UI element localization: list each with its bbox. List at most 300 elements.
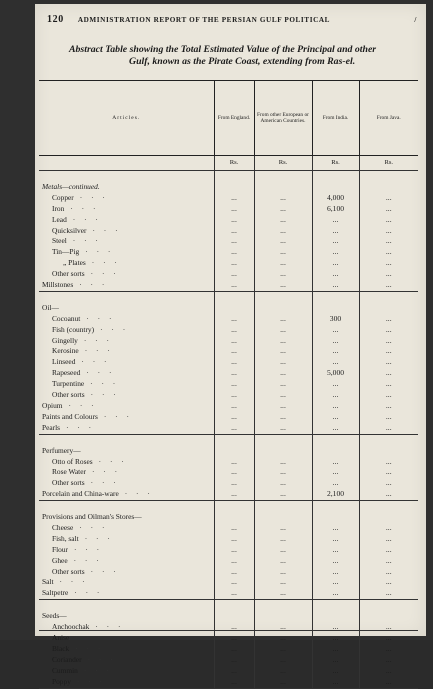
table-row: [39, 247, 418, 258]
value-cell: ...: [312, 534, 359, 545]
value-cell: ...: [214, 325, 254, 336]
value-cell: ...: [359, 588, 418, 599]
value-cell: ...: [312, 633, 359, 644]
value-cell: ...: [359, 226, 418, 237]
leader-dots: · · ·: [98, 456, 128, 466]
value-cell: ...: [359, 666, 418, 677]
value-cell: ...: [359, 368, 418, 379]
leader-dots: · · ·: [90, 566, 120, 576]
table-caption: [69, 44, 415, 68]
leader-dots: · · ·: [85, 247, 114, 257]
value-cell: ...: [359, 523, 418, 534]
table-row: [39, 325, 418, 336]
value-cell: ...: [254, 390, 312, 401]
article-label: Anise: [52, 632, 70, 642]
value-cell: ...: [254, 523, 312, 534]
article-name: [39, 258, 214, 269]
value-cell: ...: [312, 401, 359, 412]
value-cell: ...: [359, 633, 418, 644]
table-row: [39, 677, 418, 688]
value-cell: ...: [254, 204, 312, 215]
value-cell: ...: [359, 193, 418, 204]
article-label: Iron: [52, 203, 65, 213]
article-name: [39, 193, 214, 204]
leader-dots: · · ·: [84, 346, 114, 356]
value-cell: ...: [312, 269, 359, 280]
section-title-row: [39, 446, 418, 457]
value-cell: ...: [214, 236, 254, 247]
value-cell: ...: [359, 556, 418, 567]
value-cell: ...: [254, 534, 312, 545]
leader-dots: · · ·: [100, 324, 129, 334]
value-cell: ...: [312, 655, 359, 666]
table-row: [39, 346, 418, 357]
leader-dots: · · ·: [90, 269, 120, 279]
article-name: [39, 346, 214, 357]
value-cell: ...: [254, 556, 312, 567]
value-cell: ...: [214, 336, 254, 347]
section-title: Metals—continued.: [42, 181, 100, 191]
value-cell: ...: [312, 644, 359, 655]
section-title: Provisions and Oilman's Stores—: [42, 512, 142, 522]
value-cell: ...: [214, 677, 254, 688]
article-name: [39, 280, 214, 291]
value-cell: ...: [214, 390, 254, 401]
article-name: [39, 314, 214, 325]
value-cell: ...: [214, 269, 254, 280]
value-cell: ...: [359, 258, 418, 269]
article-label: Cheese: [52, 522, 74, 532]
currency-java: Rs.: [359, 156, 418, 171]
article-label: Paints and Colours: [42, 411, 98, 421]
value-cell: ...: [359, 379, 418, 390]
table-row: [39, 523, 418, 534]
value-cell: ...: [359, 357, 418, 368]
value-cell: ...: [214, 567, 254, 578]
article-name: [39, 215, 214, 226]
leader-dots: · · ·: [83, 665, 113, 675]
article-label: Fish, salt: [52, 533, 79, 543]
caption-line-1: Abstract Table showing the Total Estimated Value of the Principal and other: [69, 44, 377, 55]
article-name: [39, 489, 214, 500]
leader-dots: · · ·: [81, 357, 110, 367]
abstract-table: [39, 80, 418, 689]
value-cell: ...: [359, 457, 418, 468]
table-row: [39, 280, 418, 291]
value-cell: ...: [254, 489, 312, 500]
table-row: [39, 336, 418, 347]
leader-dots: · · ·: [90, 390, 120, 400]
value-cell: ...: [254, 633, 312, 644]
leader-dots: · · ·: [87, 654, 117, 664]
leader-dots: · · ·: [92, 225, 122, 235]
article-label: Tin—Pig: [52, 247, 80, 257]
leader-dots: · · ·: [75, 643, 104, 653]
article-name: [39, 567, 214, 578]
table-row: [39, 236, 418, 247]
leader-dots: · · ·: [86, 368, 115, 378]
table-row: [39, 478, 418, 489]
currency-england: Rs.: [214, 156, 254, 171]
article-name: [39, 545, 214, 556]
value-cell: ...: [359, 577, 418, 588]
article-label: Saltpetre: [42, 588, 69, 598]
article-name: [39, 379, 214, 390]
table-row: [39, 534, 418, 545]
value-cell: ...: [214, 280, 254, 291]
value-cell: ...: [214, 467, 254, 478]
leader-dots: · · ·: [83, 335, 113, 345]
leader-dots: · · ·: [91, 258, 121, 268]
table-row: [39, 390, 418, 401]
leader-dots: · · ·: [79, 280, 108, 290]
value-cell: ...: [359, 622, 418, 633]
article-label: Other sorts: [52, 390, 85, 400]
value-cell: ...: [254, 644, 312, 655]
leader-dots: · · ·: [86, 313, 115, 323]
article-name: [39, 226, 214, 237]
value-cell: ...: [254, 236, 312, 247]
table-row: [39, 379, 418, 390]
table-row: [39, 622, 418, 633]
article-name: [39, 622, 214, 633]
value-cell: ...: [312, 215, 359, 226]
table-row: [39, 401, 418, 412]
value-cell: ...: [312, 325, 359, 336]
value-cell: ...: [359, 269, 418, 280]
value-cell: ...: [254, 215, 312, 226]
article-label: Porcelain and China-ware: [42, 489, 119, 499]
table-row: [39, 577, 418, 588]
value-cell: ...: [214, 215, 254, 226]
article-label: Rose Water: [52, 467, 86, 477]
value-cell: ...: [254, 269, 312, 280]
leader-dots: · · ·: [70, 203, 99, 213]
table-row: [39, 193, 418, 204]
article-label: Lead: [52, 214, 67, 224]
value-cell: ...: [254, 588, 312, 599]
value-cell: ...: [254, 346, 312, 357]
value-cell: ...: [254, 655, 312, 666]
value-cell: ...: [312, 577, 359, 588]
value-cell: ...: [312, 258, 359, 269]
value-cell: ...: [214, 379, 254, 390]
value-cell: ...: [312, 478, 359, 489]
value-cell: ...: [312, 379, 359, 390]
spacer-row: [39, 291, 418, 302]
value-cell: ...: [214, 545, 254, 556]
value-cell: ...: [254, 467, 312, 478]
table-row: [39, 204, 418, 215]
article-name: [39, 556, 214, 567]
spacer-row: [39, 171, 418, 182]
table-row: [39, 633, 418, 644]
value-cell: ...: [254, 666, 312, 677]
article-name: [39, 588, 214, 599]
section-title-row: [39, 512, 418, 523]
article-name: [39, 336, 214, 347]
value-cell: ...: [359, 677, 418, 688]
value-cell: ...: [254, 412, 312, 423]
value-cell: ...: [312, 556, 359, 567]
header-india: From India.: [312, 81, 359, 156]
article-label: Other sorts: [52, 269, 85, 279]
article-label: Linseed: [52, 357, 76, 367]
value-cell: ...: [214, 346, 254, 357]
value-cell: ...: [214, 478, 254, 489]
article-name: [39, 655, 214, 666]
value-cell: 4,000: [312, 193, 359, 204]
article-label: Steel: [52, 236, 67, 246]
value-cell: ...: [312, 390, 359, 401]
value-cell: ...: [214, 633, 254, 644]
article-label: Ghee: [52, 555, 68, 565]
value-cell: ...: [254, 577, 312, 588]
table-row: [39, 357, 418, 368]
value-cell: ...: [312, 666, 359, 677]
spacer-row: [39, 434, 418, 445]
leader-dots: · · ·: [68, 401, 98, 410]
value-cell: 5,000: [312, 368, 359, 379]
leader-dots: · · ·: [66, 422, 95, 432]
table-row: [39, 215, 418, 226]
table-row: [39, 368, 418, 379]
value-cell: ...: [214, 655, 254, 666]
value-cell: ...: [214, 193, 254, 204]
table-row: [39, 423, 418, 434]
leader-dots: · · ·: [59, 577, 89, 587]
value-cell: ...: [359, 314, 418, 325]
leader-dots: · · ·: [95, 622, 124, 632]
value-cell: ...: [214, 489, 254, 500]
article-name: [39, 644, 214, 655]
value-cell: ...: [254, 457, 312, 468]
article-name: [39, 357, 214, 368]
table-row: [39, 666, 418, 677]
value-cell: ...: [312, 523, 359, 534]
value-cell: ...: [214, 534, 254, 545]
leader-dots: · · ·: [75, 632, 104, 642]
value-cell: ...: [359, 644, 418, 655]
article-label: Gingelly: [52, 335, 78, 345]
article-name: [39, 534, 214, 545]
header-articles: Articles.: [39, 81, 214, 156]
value-cell: ...: [312, 622, 359, 633]
currency-india: Rs.: [312, 156, 359, 171]
value-cell: ...: [214, 622, 254, 633]
value-cell: ...: [359, 325, 418, 336]
value-cell: ...: [254, 567, 312, 578]
value-cell: ...: [359, 489, 418, 500]
header-england: From England.: [214, 81, 254, 156]
leader-dots: · · ·: [74, 588, 103, 598]
article-label: Cocoanut: [52, 313, 81, 323]
section-title-row: [39, 611, 418, 622]
header-java: From Java.: [359, 81, 418, 156]
leader-dots: · · ·: [74, 544, 103, 554]
value-cell: ...: [312, 226, 359, 237]
value-cell: ...: [312, 236, 359, 247]
leader-dots: · · ·: [84, 533, 114, 543]
article-name: [39, 633, 214, 644]
article-name: [39, 523, 214, 534]
article-name: [39, 412, 214, 423]
article-name: [39, 457, 214, 468]
value-cell: ...: [312, 545, 359, 556]
value-cell: ...: [359, 346, 418, 357]
leader-dots: · · ·: [72, 214, 102, 224]
section-title-row: [39, 303, 418, 314]
currency-row: [39, 156, 418, 171]
value-cell: ...: [359, 247, 418, 258]
caption-line-2: Gulf, known as the Pirate Coast, extending from Ras-el.: [129, 56, 356, 67]
value-cell: ...: [214, 204, 254, 215]
value-cell: ...: [312, 467, 359, 478]
value-cell: ...: [214, 368, 254, 379]
value-cell: ...: [214, 556, 254, 567]
value-cell: ...: [214, 258, 254, 269]
value-cell: ...: [214, 644, 254, 655]
article-name: [39, 467, 214, 478]
value-cell: ...: [254, 401, 312, 412]
running-head: [47, 14, 417, 25]
value-cell: ...: [254, 379, 312, 390]
value-cell: ...: [312, 280, 359, 291]
value-cell: ...: [214, 401, 254, 412]
article-label: Other sorts: [52, 566, 85, 576]
leader-dots: · · ·: [76, 676, 106, 686]
section-title: Seeds—: [42, 611, 67, 621]
article-label: Other sorts: [52, 478, 85, 488]
value-cell: ...: [254, 193, 312, 204]
value-cell: ...: [214, 412, 254, 423]
value-cell: 300: [312, 314, 359, 325]
article-label: Pearls: [42, 422, 61, 432]
value-cell: ...: [214, 314, 254, 325]
article-label: „ Plates: [63, 258, 86, 268]
article-name: [39, 677, 214, 688]
value-cell: ...: [214, 588, 254, 599]
table-row: [39, 489, 418, 500]
table-row: [39, 655, 418, 666]
value-cell: 2,100: [312, 489, 359, 500]
table-row: [39, 545, 418, 556]
spacer-row: [39, 600, 418, 611]
article-label: Kerosine: [52, 346, 79, 356]
value-cell: ...: [312, 588, 359, 599]
leader-dots: · · ·: [90, 379, 119, 389]
header-row: [39, 81, 418, 156]
section-title-row: [39, 182, 418, 193]
value-cell: ...: [254, 368, 312, 379]
value-cell: ...: [359, 215, 418, 226]
article-label: Anchoochak: [52, 622, 90, 632]
leader-dots: · · ·: [124, 489, 154, 499]
article-label: Black: [52, 643, 70, 653]
value-cell: ...: [359, 390, 418, 401]
article-name: [39, 478, 214, 489]
value-cell: ...: [359, 401, 418, 412]
article-name: [39, 368, 214, 379]
value-cell: ...: [254, 325, 312, 336]
table-row: [39, 412, 418, 423]
article-label: Cummin: [52, 665, 78, 675]
value-cell: ...: [312, 357, 359, 368]
value-cell: ...: [312, 247, 359, 258]
value-cell: ...: [254, 423, 312, 434]
table-row: [39, 226, 418, 237]
value-cell: ...: [359, 423, 418, 434]
table-row: [39, 269, 418, 280]
table-row: [39, 644, 418, 655]
value-cell: ...: [214, 247, 254, 258]
document-page: [35, 4, 426, 686]
article-name: [39, 423, 214, 434]
value-cell: ...: [214, 577, 254, 588]
value-cell: ...: [254, 280, 312, 291]
table-row: [39, 588, 418, 599]
value-cell: ...: [359, 336, 418, 347]
header-other-countries: From other European or American Countries.: [254, 81, 312, 156]
article-label: Otto of Roses: [52, 456, 93, 466]
article-label: Copper: [52, 192, 74, 202]
margin-mark: /: [414, 16, 417, 24]
value-cell: ...: [359, 467, 418, 478]
value-cell: ...: [359, 567, 418, 578]
value-cell: ...: [312, 423, 359, 434]
value-cell: 6,100: [312, 204, 359, 215]
table-row: [39, 457, 418, 468]
value-cell: ...: [254, 478, 312, 489]
value-cell: ...: [214, 523, 254, 534]
table-row: [39, 258, 418, 269]
article-label: Fish (country): [52, 324, 95, 334]
table-bottom-rule: [39, 630, 418, 631]
leader-dots: · · ·: [79, 192, 109, 202]
value-cell: ...: [214, 457, 254, 468]
article-name: [39, 236, 214, 247]
leader-dots: · · ·: [72, 236, 102, 246]
article-label: Rapeseed: [52, 368, 81, 378]
value-cell: ...: [312, 567, 359, 578]
leader-dots: · · ·: [79, 522, 108, 532]
value-cell: ...: [254, 677, 312, 688]
value-cell: ...: [312, 412, 359, 423]
value-cell: ...: [214, 357, 254, 368]
article-label: Coriander: [52, 654, 82, 664]
leader-dots: · · ·: [91, 467, 121, 477]
article-label: Millstones: [42, 280, 74, 290]
running-head-title: ADMINISTRATION REPORT OF THE PERSIAN GULF POLITICAL: [77, 16, 331, 24]
section-title: Perfumery—: [42, 445, 81, 455]
value-cell: ...: [214, 423, 254, 434]
page-number: 120: [47, 14, 64, 25]
value-cell: ...: [359, 236, 418, 247]
value-cell: ...: [254, 258, 312, 269]
article-label: Salt: [42, 577, 54, 587]
value-cell: ...: [254, 226, 312, 237]
value-cell: ...: [254, 314, 312, 325]
value-cell: ...: [214, 226, 254, 237]
value-cell: ...: [312, 677, 359, 688]
article-label: Opium: [42, 401, 63, 410]
value-cell: ...: [254, 622, 312, 633]
value-cell: ...: [359, 412, 418, 423]
leader-dots: · · ·: [90, 478, 120, 488]
article-label: Turpentine: [52, 379, 85, 389]
article-label: Flour: [52, 544, 69, 554]
article-name: [39, 269, 214, 280]
